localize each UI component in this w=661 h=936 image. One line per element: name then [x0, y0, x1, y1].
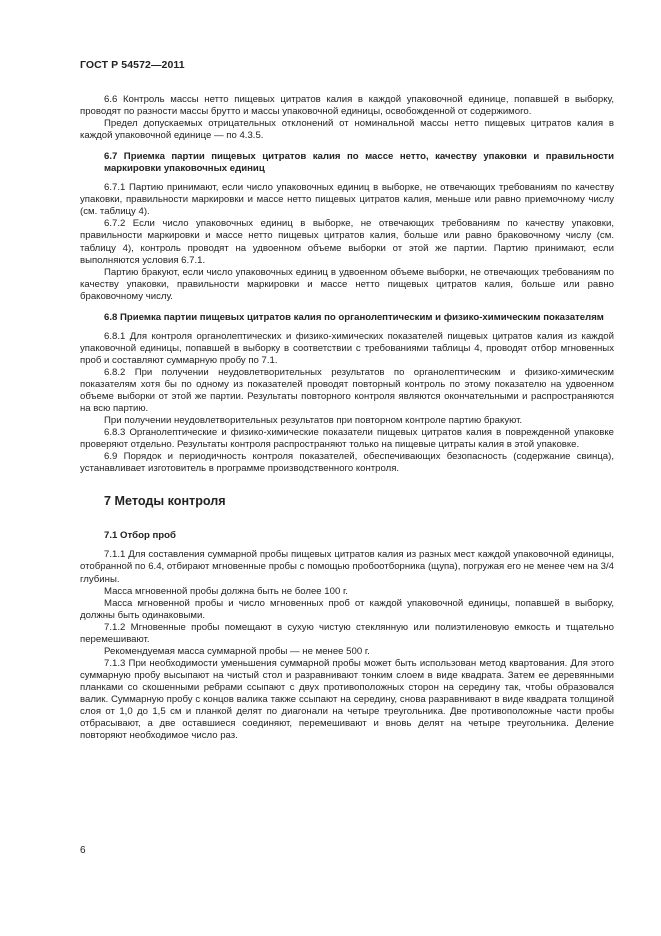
- paragraph: 6.6 Контроль массы нетто пищевых цитратов калия в каждой упаковочной единице, попавшей в выборку, проводят по разности массы брутто и массы упаковочной единицы, освобожденной от содержимого.: [80, 94, 614, 118]
- section-heading: 7 Методы контроля: [104, 494, 226, 509]
- paragraph: Предел допускаемых отрицательных отклонений от номинальной массы нетто пищевых цитратов калия в каждой упаковочной единице — по 4.3.5.: [80, 118, 614, 142]
- spacer: [80, 542, 614, 549]
- paragraph: Рекомендуемая масса суммарной пробы — не менее 500 г.: [104, 645, 370, 657]
- spacer: [80, 521, 614, 530]
- document-header: ГОСТ Р 54572—2011: [80, 59, 185, 71]
- paragraph: 6.7.2 Если число упаковочных единиц в выборке, не отвечающих требованиям по качеству упаковки, правильности маркировки и массе нетто пищевых цитратов калия, больше или равно браковочному числу (см. таблицу 4), контроль проводят на удвоенном объеме выборки от этой же партии. Партию принимают, если выполняются условия 6.7.1.: [80, 218, 614, 266]
- subsection-heading: 6.8 Приемка партии пищевых цитратов калия по органолептическим и физико-химическим показателям: [104, 311, 604, 323]
- subsection-heading: 7.1 Отбор проб: [104, 530, 176, 542]
- subsection-heading: 6.7 Приемка партии пищевых цитратов калия по массе нетто, качеству упаковки и правильности маркировки упаковочных единиц: [104, 151, 614, 175]
- page-number: 6: [80, 845, 86, 856]
- paragraph: 6.8.1 Для контроля органолептических и физико-химических показателей пищевых цитратов калия из каждой упаковочной единицы, попавшей в выборку в соответствии с требованиями таблицы 4, проводят отбор мгновенных проб и составляют суммарную пробу по 7.1.: [80, 330, 614, 366]
- document-body: [80, 94, 614, 742]
- spacer: [80, 175, 614, 182]
- paragraph: 7.1.2 Мгновенные пробы помещают в сухую чистую стеклянную или полиэтиленовую емкость и тщательно перемешивают.: [80, 621, 614, 645]
- paragraph: При получении неудовлетворительных результатов при повторном контроле партию бракуют.: [104, 415, 523, 427]
- paragraph: 6.9 Порядок и периодичность контроля показателей, обеспечивающих безопасность (содержание свинца), устанавливает изготовитель в программе производственного контроля.: [80, 451, 614, 475]
- spacer: [80, 303, 614, 312]
- paragraph: Масса мгновенной пробы должна быть не более 100 г.: [104, 585, 348, 597]
- paragraph: Партию бракуют, если число упаковочных единиц в удвоенном объеме выборки, не отвечающих требованиям по качеству упаковки, правильности маркировки и массе нетто пищевых цитратов калия, больше или равно браковочному числу.: [80, 266, 614, 302]
- paragraph: 7.1.1 Для составления суммарной пробы пищевых цитратов калия из разных мест каждой упаковочной единицы, отобранной по 6.4, отбирают мгновенные пробы с помощью пробоотборника (щупа), погружая его не менее чем на 3/4 глубины.: [80, 549, 614, 585]
- paragraph: 6.8.3 Органолептические и физико-химические показатели пищевых цитратов калия в поврежденной упаковке проверяют отдельно. Результаты контроля распространяют только на пищевые цитраты калия в этой упаковке.: [80, 427, 614, 451]
- paragraph: 6.8.2 При получении неудовлетворительных результатов по органолептическим и физико-химическим показателям хотя бы по одному из показателей проводят повторный контроль по этому показателю на удвоенном объеме выборки от этой же партии. Результаты повторного контроля являются окончательными и распространяются на всю партию.: [80, 366, 614, 415]
- spacer: [80, 324, 614, 331]
- spacer: [80, 142, 614, 151]
- paragraph: 6.7.1 Партию принимают, если число упаковочных единиц в выборке, не отвечающих требованиям по качеству упаковки, правильности маркировки и массе нетто пищевых цитратов калия, меньше или равно приемочному числу (см. таблицу 4).: [80, 182, 614, 218]
- paragraph: Масса мгновенной пробы и число мгновенных проб от каждой упаковочной единицы, попавшей в выборку, должны быть одинаковыми.: [80, 597, 614, 621]
- paragraph: 7.1.3 При необходимости уменьшения суммарной пробы может быть использован метод квартования. Для этого суммарную пробу высыпают на чистый стол и разравнивают тонким слоем в виде квадрата. Затем ее деревянными планками со скошенными ребрами ссыпают с двух противоположных сторон на середину так, чтобы образовался валик. Суммарную пробу с концов валика также ссыпают на середину, снова разравнивают в виде квадрата толщиной слоя от 1,0 до 1,5 см и планкой делят по диагонали на четыре треугольника. Две противоположные части пробы отбрасывают, а две оставшиеся соединяют, перемешивают и вновь делят на четыре треугольника. Деление повторяют необходимое число раз.: [80, 657, 614, 742]
